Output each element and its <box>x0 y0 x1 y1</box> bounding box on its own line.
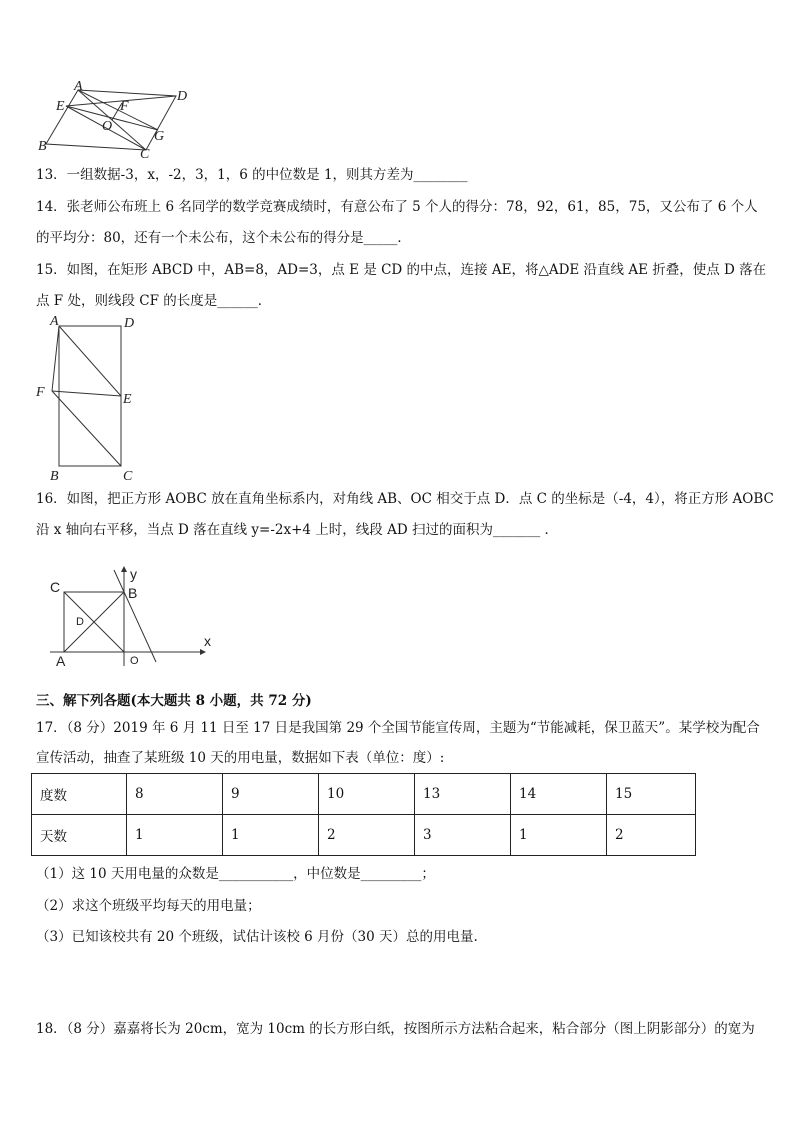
fig-label: D <box>177 89 188 104</box>
fig-label: B <box>128 585 138 601</box>
question-17-sub-1: （1）这 10 天用电量的众数是___________，中位数是_________； <box>36 866 435 882</box>
fig-label: B <box>38 139 47 154</box>
question-18-line-1: 18．（8 分）嘉嘉将长为 20cm，宽为 10cm 的长方形白纸，按图所示方法粘合起来，粘合部分（图上阴影部分）的宽为 <box>36 1021 755 1037</box>
table-cell: 1 <box>127 815 223 856</box>
table-cell: 10 <box>319 774 415 815</box>
table-cell: 度数 <box>32 774 127 815</box>
fig-label: C <box>140 147 150 160</box>
fig-label: E <box>56 99 65 114</box>
table-cell: 14 <box>511 774 607 815</box>
fig-label: E <box>123 392 132 407</box>
electricity-usage-table <box>31 773 696 856</box>
table-cell: 13 <box>415 774 511 815</box>
fig-label: D <box>76 616 84 628</box>
table-cell: 2 <box>319 815 415 856</box>
question-17-sub-2: （2）求这个班级平均每天的用电量； <box>36 898 261 914</box>
table-cell: 3 <box>415 815 511 856</box>
fig-label: x <box>204 633 211 649</box>
fig-label: A <box>56 653 66 669</box>
fig-label: C <box>50 579 61 595</box>
question-14-line-2: 的平均分：80，还有一个未公布，这个未公布的得分是_____． <box>36 230 411 246</box>
table-cell: 1 <box>511 815 607 856</box>
question-17-sub-3: （3）已知该校共有 20 个班级，试估计该校 6 月份（30 天）总的用电量. <box>36 929 478 945</box>
parallelogram-figure <box>36 78 196 160</box>
rectangle-fold-figure <box>30 312 150 484</box>
question-14-line-1: 14．张老师公布班上 6 名同学的数学竞赛成绩时，有意公布了 5 个人的得分：78，92，61，85，75，又公布了 6 个人 <box>36 199 758 215</box>
table-row <box>32 815 696 856</box>
fig-label: A <box>74 79 83 94</box>
question-13: 13．一组数据-3，x，-2，3，1，6 的中位数是 1，则其方差为________ <box>36 167 468 183</box>
fig-label: O <box>102 119 113 134</box>
question-15-line-2: 点 F 处，则线段 CF 的长度是______． <box>36 293 272 309</box>
question-15-line-1: 15．如图，在矩形 ABCD 中，AB=8，AD=3，点 E 是 CD 的中点，连接 AE，将△ADE 沿直线 AE 折叠，使点 D 落在 <box>36 262 767 278</box>
fig-label: B <box>50 469 59 484</box>
fig-label: G <box>154 129 165 144</box>
question-17-line-1: 17．（8 分）2019 年 6 月 11 日至 17 日是我国第 29 个全国节能宣传周，主题为“节能减耗，保卫蓝天”。某学校为配合 <box>36 720 760 736</box>
fig-label: A <box>50 314 59 329</box>
fig-label: F <box>36 385 45 400</box>
fig-label: C <box>123 469 133 484</box>
question-17-line-2: 宣传活动，抽查了某班级 10 天的用电量，数据如下表（单位：度）: <box>36 750 445 766</box>
fig-label: O <box>130 655 139 667</box>
table-row <box>32 774 696 815</box>
table-cell: 天数 <box>32 815 127 856</box>
table-cell: 2 <box>607 815 696 856</box>
fig-label: D <box>124 316 135 331</box>
question-16-line-2: 沿 x 轴向右平移，当点 D 落在直线 y=-2x+4 上时，线段 AD 扫过的面积为_______ ． <box>36 522 558 538</box>
fig-label: F <box>120 99 129 114</box>
coordinate-square-figure <box>40 564 220 670</box>
table-cell: 9 <box>223 774 319 815</box>
table-cell: 8 <box>127 774 223 815</box>
question-16-line-1: 16．如图，把正方形 AOBC 放在直角坐标系内，对角线 AB、OC 相交于点 D．点 C 的坐标是（-4，4），将正方形 AOBC <box>36 491 774 507</box>
fig-label: y <box>130 566 137 582</box>
table-cell: 1 <box>223 815 319 856</box>
table-cell: 15 <box>607 774 696 815</box>
section-heading: 三、解下列各题(本大题共 8 小题，共 72 分) <box>36 693 312 709</box>
